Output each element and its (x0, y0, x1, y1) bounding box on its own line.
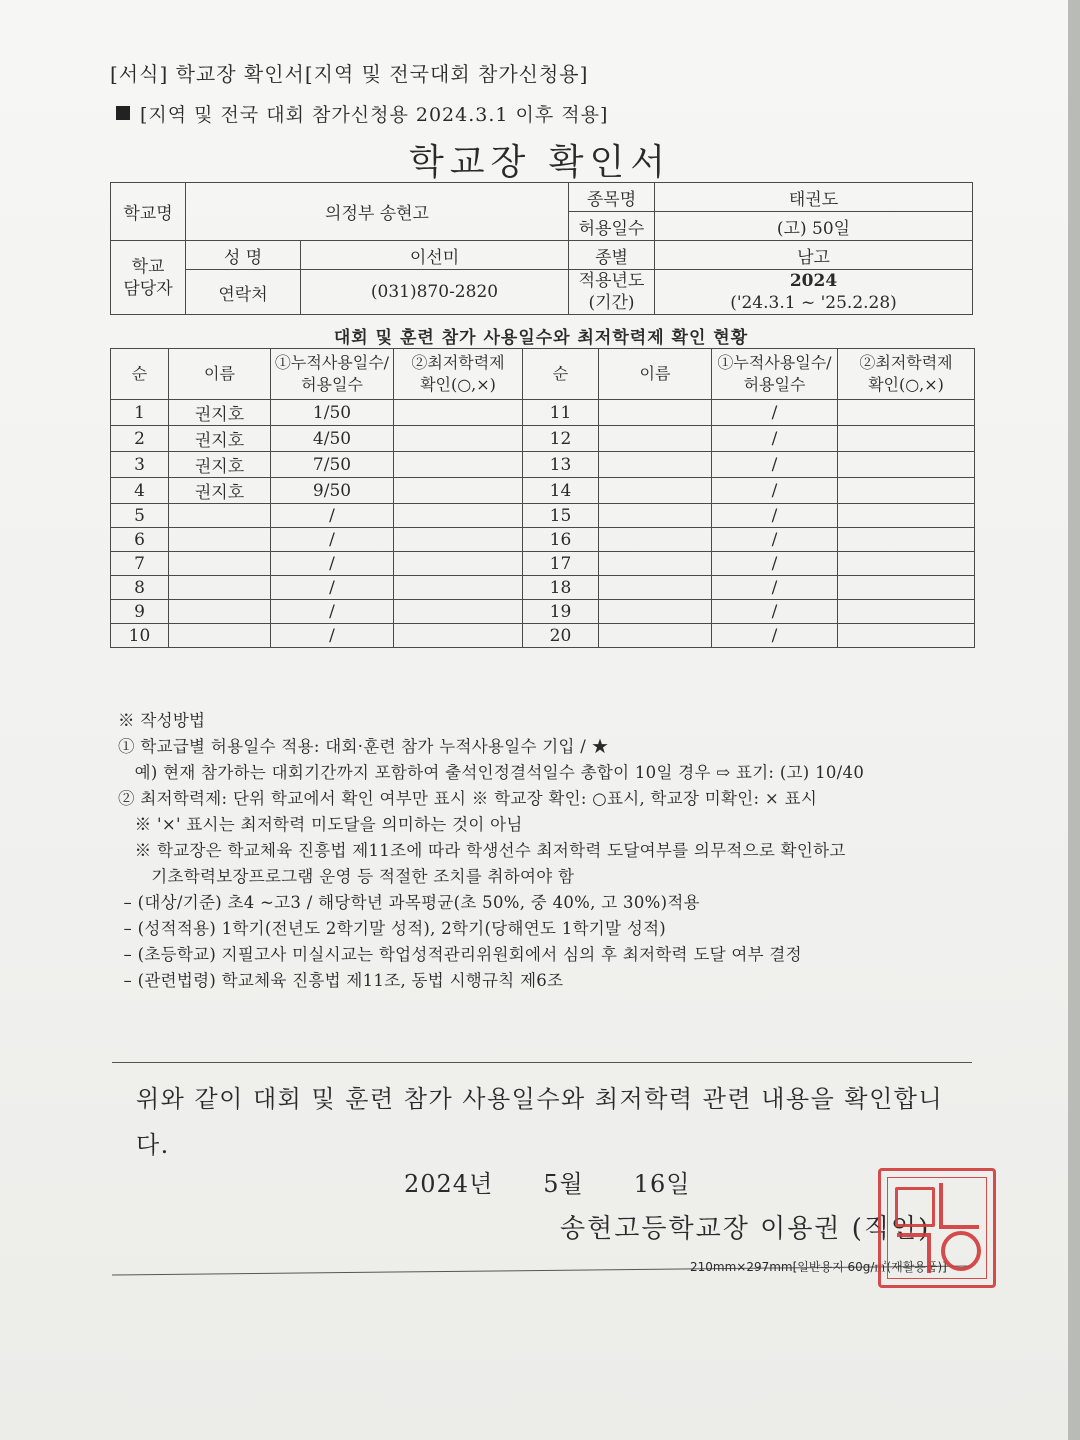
cell-days: / (271, 600, 394, 624)
confirmation-statement: 위와 같이 대회 및 훈련 참가 사용일수와 최저학력 관련 내용을 확인합니다. (136, 1085, 944, 1159)
cell-no: 19 (523, 600, 599, 624)
cell-check (394, 426, 523, 452)
roster-section-title: 대회 및 훈련 참가 사용일수와 최저학력제 확인 현황 (333, 328, 749, 348)
cell-check (394, 400, 523, 426)
cell-no: 4 (111, 478, 169, 504)
cell-name (599, 400, 712, 426)
cell-check (838, 576, 975, 600)
form-title: [서식] 학교장 확인서[지역 및 전국대회 참가신청용] (110, 62, 589, 86)
cell-check (838, 552, 975, 576)
cell-name: 권지호 (169, 400, 271, 426)
cell-no: 12 (523, 426, 599, 452)
gender-value: 남고 (655, 241, 973, 270)
cell-check (394, 478, 523, 504)
cell-days: 9/50 (271, 478, 394, 504)
cell-check (838, 426, 975, 452)
allowed-days-value: (고) 50일 (655, 212, 973, 241)
cell-no: 16 (523, 528, 599, 552)
phone-label: 연락처 (186, 270, 301, 315)
cell-name (169, 576, 271, 600)
cell-no: 5 (111, 504, 169, 528)
divider (112, 1062, 972, 1063)
cell-name (599, 452, 712, 478)
cell-name (599, 528, 712, 552)
cell-no: 20 (523, 624, 599, 648)
sub-title-text: [지역 및 전국 대회 참가신청용 2024.3.1 이후 적용] (140, 104, 609, 126)
cell-name (599, 576, 712, 600)
instruction-line: – (대상/기준) 초4 ~고3 / 해당학년 과목평균(초 50%, 중 40%, 고 30%)적용 (118, 893, 700, 912)
school-name-value: 의정부 송현고 (186, 183, 569, 241)
apply-year-label (569, 270, 655, 315)
date-month: 5월 (543, 1170, 584, 1198)
cell-days: / (712, 552, 838, 576)
cell-name (169, 552, 271, 576)
cell-check (394, 552, 523, 576)
cell-name (599, 504, 712, 528)
cell-days: / (712, 624, 838, 648)
header-check-line2: 확인(○,×) (868, 375, 944, 394)
phone-value: (031)870-2820 (301, 270, 569, 315)
date-day: 16일 (633, 1170, 691, 1198)
table-row (111, 576, 975, 600)
cell-no: 8 (111, 576, 169, 600)
official-seal-icon (878, 1168, 996, 1288)
cell-days: / (712, 452, 838, 478)
paper-spec: 210mm×297mm[일반용지 60g/㎡(재활용품)] (690, 1260, 947, 1274)
apply-year: 2024 (789, 271, 838, 291)
table-row (111, 600, 975, 624)
table-row (111, 624, 975, 648)
cell-name (169, 528, 271, 552)
header-name: 이름 (169, 349, 271, 400)
cell-days: / (712, 576, 838, 600)
cell-days: / (271, 576, 394, 600)
cell-check (394, 576, 523, 600)
event-value: 태권도 (655, 183, 973, 212)
date-year: 2024년 (404, 1170, 494, 1198)
page-title: 학교장 확인서 (408, 142, 672, 183)
principal-signature: 송현고등학교장 이용권 (직인) (560, 1214, 931, 1244)
cell-name: 권지호 (169, 452, 271, 478)
cell-no: 13 (523, 452, 599, 478)
cell-days: / (271, 552, 394, 576)
square-bullet-icon (116, 106, 130, 120)
cell-no: 9 (111, 600, 169, 624)
header-check (838, 349, 975, 400)
instruction-line: 예) 현재 참가하는 대회기간까지 포함하여 출석인정결석일수 총합이 10일 경우 ⇨ 표기: (고) 10/40 (118, 763, 865, 782)
contact-person-label-line2: 담당자 (123, 278, 173, 299)
cell-check (838, 504, 975, 528)
cell-days: 4/50 (271, 426, 394, 452)
participation-table (110, 348, 975, 648)
header-days-line1: ①누적사용일수/ (274, 353, 390, 372)
cell-check (394, 528, 523, 552)
instruction-line: ※ 학교장은 학교체육 진흥법 제11조에 따라 학생선수 최저학력 도달여부를 의무적으로 확인하고 (118, 841, 846, 860)
cell-name (599, 426, 712, 452)
contact-person-label (111, 241, 186, 315)
instruction-line: – (관련법령) 학교체육 진흥법 제11조, 동법 시행규칙 제6조 (118, 971, 564, 990)
cell-days: / (712, 528, 838, 552)
table-row (111, 552, 975, 576)
person-name-value: 이선미 (301, 241, 569, 270)
cell-check (838, 400, 975, 426)
roster-body (111, 400, 975, 648)
header-days (271, 349, 394, 400)
header-days-line2: 허용일수 (743, 375, 806, 394)
table-header-row (111, 349, 975, 400)
header-check (394, 349, 523, 400)
cell-no: 15 (523, 504, 599, 528)
cell-days: 1/50 (271, 400, 394, 426)
person-name-label: 성 명 (186, 241, 301, 270)
cell-name (599, 600, 712, 624)
instruction-line: ※ '×' 표시는 최저학력 미도달을 의미하는 것이 아님 (118, 815, 523, 834)
header-days (712, 349, 838, 400)
cell-name (169, 504, 271, 528)
header-days-line1: ①누적사용일수/ (717, 353, 832, 372)
apply-period: ('24.3.1 ~ '25.2.28) (730, 293, 897, 313)
apply-year-label-line1: 적용년도 (578, 271, 645, 291)
instruction-line: ① 학교급별 허용일수 적용: 대회·훈련 참가 누적사용일수 기입 / ★ (118, 737, 609, 756)
cell-days: / (271, 504, 394, 528)
cell-check (394, 624, 523, 648)
cell-no: 3 (111, 452, 169, 478)
apply-year-label-line2: (기간) (588, 293, 635, 313)
contact-person-label-line1: 학교 (131, 256, 165, 277)
cell-name (599, 552, 712, 576)
gender-label: 종별 (569, 241, 655, 270)
apply-year-value (655, 270, 973, 315)
instruction-line: 기초학력보장프로그램 운영 등 적절한 조치를 취하여야 함 (118, 867, 575, 886)
header-no: 순 (111, 349, 169, 400)
cell-check (838, 478, 975, 504)
instruction-line: ② 최저학력제: 단위 학교에서 확인 여부만 표시 ※ 학교장 확인: ○표시, 학교장 미확인: × 표시 (118, 789, 818, 808)
instruction-line: – (초등학교) 지필고사 미실시교는 학업성적관리위원회에서 심의 후 최저학력 도달 여부 결정 (118, 945, 802, 964)
cell-days: / (271, 528, 394, 552)
cell-no: 17 (523, 552, 599, 576)
cell-no: 18 (523, 576, 599, 600)
sub-title (116, 100, 608, 127)
cell-days: / (712, 504, 838, 528)
cell-check (838, 600, 975, 624)
cell-no: 7 (111, 552, 169, 576)
writing-instructions (118, 708, 864, 994)
cell-no: 11 (523, 400, 599, 426)
cell-no: 14 (523, 478, 599, 504)
cell-check (838, 452, 975, 478)
school-name-label: 학교명 (111, 183, 186, 241)
header-check-line1: ②최저학력제 (859, 353, 953, 372)
cell-days: / (712, 478, 838, 504)
cell-days: / (712, 400, 838, 426)
table-row (111, 528, 975, 552)
cell-no: 10 (111, 624, 169, 648)
cell-name (599, 624, 712, 648)
event-label: 종목명 (569, 183, 655, 212)
cell-days: / (712, 426, 838, 452)
header-name: 이름 (599, 349, 712, 400)
cell-check (394, 452, 523, 478)
header-no: 순 (523, 349, 599, 400)
cell-days: / (712, 600, 838, 624)
cell-days: / (271, 624, 394, 648)
cell-no: 6 (111, 528, 169, 552)
cell-check (838, 528, 975, 552)
header-check-line1: ②최저학력제 (411, 353, 505, 372)
background-edge (1068, 0, 1080, 1440)
cell-name (169, 600, 271, 624)
cell-check (394, 504, 523, 528)
table-row (111, 426, 975, 452)
cell-check (394, 600, 523, 624)
cell-name: 권지호 (169, 478, 271, 504)
header-days-line2: 허용일수 (301, 375, 363, 394)
instruction-line: ※ 작성방법 (118, 711, 206, 730)
cell-no: 2 (111, 426, 169, 452)
cell-no: 1 (111, 400, 169, 426)
allowed-days-label: 허용일수 (569, 212, 655, 241)
cell-name (169, 624, 271, 648)
cell-name (599, 478, 712, 504)
table-row (111, 452, 975, 478)
table-row (111, 504, 975, 528)
cell-name: 권지호 (169, 426, 271, 452)
cell-days: 7/50 (271, 452, 394, 478)
cell-check (838, 624, 975, 648)
table-row (111, 478, 975, 504)
instruction-line: – (성적적용) 1학기(전년도 2학기말 성적), 2학기(당해연도 1학기말 성적) (118, 919, 667, 938)
school-info-table (110, 182, 973, 315)
header-check-line2: 확인(○,×) (420, 375, 496, 394)
sign-date (404, 1164, 740, 1199)
table-row (111, 400, 975, 426)
